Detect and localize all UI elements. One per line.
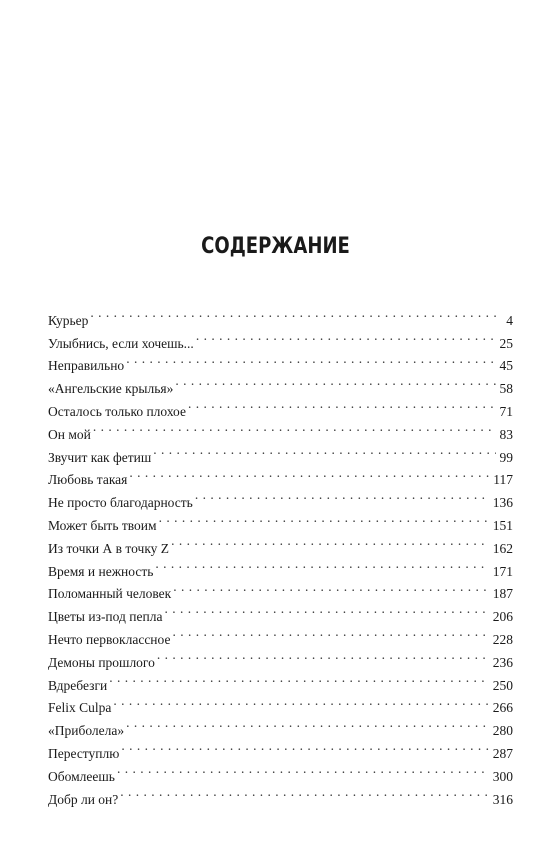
toc-entry-page-number: 187 [491, 583, 513, 606]
toc-entry-page-number: 58 [498, 378, 514, 401]
toc-entry-page-number: 136 [491, 492, 513, 515]
dot-leader [159, 507, 489, 530]
toc-entry-title: Курьер [48, 312, 89, 328]
toc-entry-page-number: 236 [491, 652, 513, 675]
toc-entry-page-number: 162 [491, 538, 513, 561]
toc-entry-title: Добр ли он? [48, 791, 119, 807]
toc-entry-page-number: 206 [491, 606, 513, 629]
dot-leader [155, 553, 488, 576]
toc-entry-title: Поломанный человек [48, 586, 172, 602]
toc-entry-title: Обомлеешь [48, 768, 115, 784]
dot-leader [188, 393, 496, 416]
dot-leader [164, 598, 488, 621]
dot-leader [196, 325, 496, 348]
toc-entry-page-number: 280 [491, 720, 513, 743]
page-title: СОДЕРЖАНИЕ [201, 234, 350, 259]
dot-leader [126, 348, 495, 371]
toc-entry-page-number: 151 [491, 515, 513, 538]
toc-entry[interactable] [48, 302, 513, 328]
toc-entry-title: Вдребезги [48, 677, 108, 693]
toc-entry-page-number: 300 [491, 766, 513, 789]
dot-leader [171, 530, 489, 553]
toc-entry-title: Felix Culpa [48, 700, 112, 716]
dot-leader [157, 644, 489, 667]
toc-entry-title: Демоны прошлого [48, 654, 155, 670]
dot-leader [120, 781, 488, 804]
toc-entry-title: Не просто благодарность [48, 495, 193, 511]
dot-leader [173, 576, 489, 599]
toc-entry-page-number: 117 [491, 469, 513, 492]
toc-entry-title: «Приболела» [48, 723, 125, 739]
toc-entry-title: Из точки А в точку Z [48, 540, 170, 556]
toc-entry-page-number: 228 [491, 629, 513, 652]
toc-entry-page-number: 266 [491, 697, 513, 720]
dot-leader [121, 735, 488, 758]
toc-entry-page-number: 171 [491, 561, 513, 584]
toc-entry-title: Может быть твоим [48, 517, 157, 533]
dot-leader [195, 484, 489, 507]
dot-leader [175, 370, 495, 393]
dot-leader [153, 439, 495, 462]
toc-entry[interactable] [48, 439, 513, 465]
toc-entry-title: Звучит как фетиш [48, 449, 152, 465]
dot-leader [172, 621, 488, 644]
dot-leader [109, 667, 489, 690]
dot-leader [126, 712, 489, 735]
toc-entry-page-number: 45 [498, 355, 514, 378]
toc-entry-page-number: 99 [498, 447, 514, 470]
toc-entry-page-number: 25 [498, 333, 514, 356]
toc-entry[interactable] [48, 667, 513, 693]
toc-entry-title: Переступлю [48, 745, 120, 761]
toc-entry[interactable] [48, 758, 513, 784]
toc-entry-title: Время и нежность [48, 563, 154, 579]
toc-entry-title: «Ангельские крылья» [48, 381, 174, 397]
toc-entry[interactable] [48, 712, 513, 739]
toc-entry-page-number: 316 [491, 789, 513, 812]
table-of-contents [48, 302, 513, 807]
dot-leader [129, 462, 489, 485]
toc-entry-title: Любовь такая [48, 472, 128, 488]
dot-leader [90, 302, 502, 325]
toc-entry-title: Цветы из-под пепла [48, 609, 163, 625]
toc-entry-title: Он мой [48, 426, 91, 442]
toc-entry[interactable] [48, 325, 513, 351]
toc-entry-page-number: 287 [491, 743, 513, 766]
toc-entry-title: Неправильно [48, 358, 125, 374]
toc-entry[interactable] [48, 416, 513, 442]
toc-entry-page-number: 83 [498, 424, 514, 447]
toc-entry-title: Нечто первоклассное [48, 631, 171, 647]
dot-leader [117, 758, 489, 781]
toc-entry[interactable] [48, 690, 513, 716]
toc-entry-title: Осталось только плохое [48, 403, 186, 419]
dot-leader [113, 690, 488, 713]
dot-leader [93, 416, 496, 439]
toc-entry-page-number: 71 [498, 401, 514, 424]
toc-entry-page-number: 4 [504, 310, 513, 333]
toc-entry-title: Улыбнись, если хочешь... [48, 335, 194, 351]
toc-entry-page-number: 250 [491, 675, 513, 698]
toc-entry[interactable] [48, 781, 513, 807]
